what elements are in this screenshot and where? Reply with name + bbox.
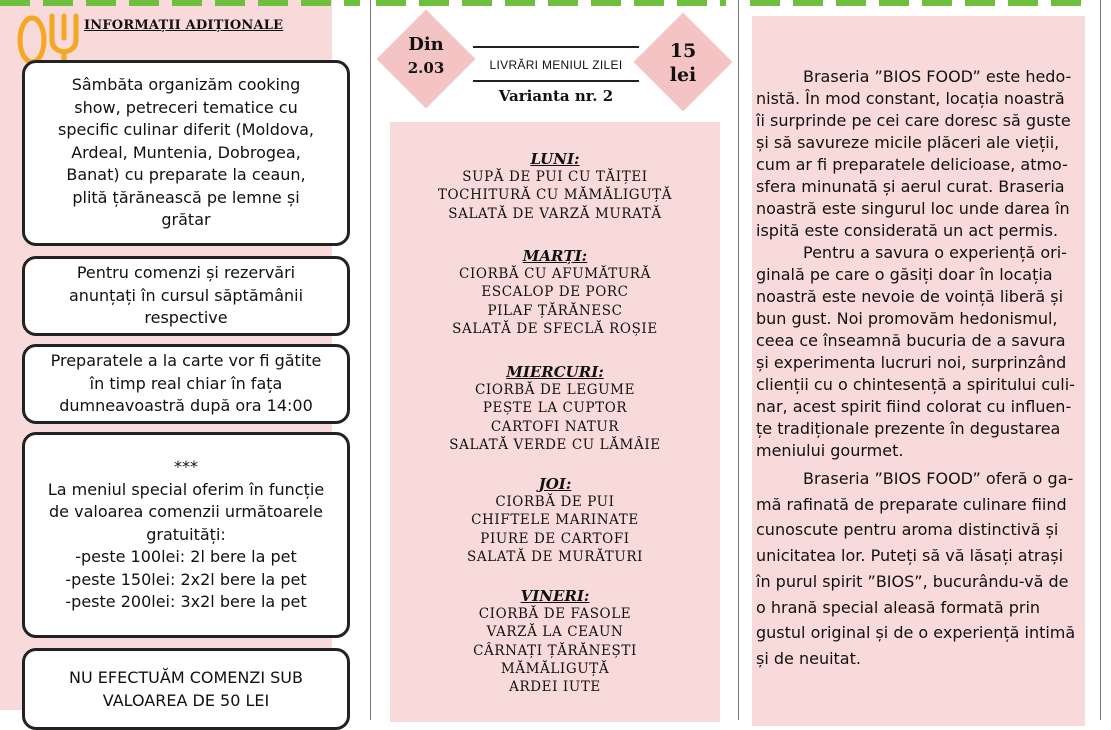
text-line: Braseria ”BIOS FOOD” este hedo- xyxy=(803,67,1072,86)
text-line: în purul spirit ”BIOS”, bucurându-vă de xyxy=(756,571,1069,591)
text-line: clienții cu o chintesență a spiritului culi- xyxy=(756,375,1075,394)
dish: CHIFTELE MARINATE xyxy=(471,512,639,529)
dish: PEȘTE LA CUPTOR xyxy=(482,400,628,417)
text-line: gratuități: xyxy=(146,524,226,544)
price-diamond xyxy=(634,13,733,112)
box-text xyxy=(51,350,322,418)
from-date: 2.03 xyxy=(407,59,445,77)
text-line: cum ar fi preparatele delicioase, atmo- xyxy=(756,155,1068,174)
header-rule-bottom xyxy=(473,80,639,82)
day-name: JOI: xyxy=(538,475,572,493)
text-line: o hrană special aleasă formată prin xyxy=(756,597,1041,617)
text-line: ginală pe care o găsiți doar în locația xyxy=(756,265,1053,284)
text-line: țe tradiționale prezente în degustarea xyxy=(756,419,1061,438)
text-line: cunoscute pentru aroma distinctivă și xyxy=(756,520,1059,540)
menu-day-wednesday xyxy=(390,363,720,454)
text-line: -peste 100lei: 2l bere la pet xyxy=(75,547,297,567)
box-text xyxy=(58,74,314,232)
day-name: LUNI: xyxy=(530,150,580,168)
text-line: de valoarea comenzii următoarele xyxy=(49,502,323,522)
text-line: VALOAREA DE 50 LEI xyxy=(102,690,270,710)
text-line: îi surprinde pe cei care doresc să guste xyxy=(756,111,1071,130)
text-line: noastră este nevoie de voință liberă și xyxy=(756,287,1064,306)
menu-day-thursday xyxy=(390,475,720,566)
dish: CÂRNAȚI ȚĂRĂNEȘTI xyxy=(473,642,637,659)
column-divider xyxy=(370,0,371,720)
text-line: Preparatele a la carte vor fi gătite xyxy=(50,351,322,371)
dish: CIORBĂ DE PUI xyxy=(495,494,615,510)
text-line: Braseria ”BIOS FOOD” oferă o ga- xyxy=(803,469,1074,488)
text-line: Sâmbăta organizăm cooking xyxy=(71,75,301,95)
text-line: respective xyxy=(144,308,228,328)
text-line: show, petreceri tematice cu xyxy=(74,97,298,117)
text-line: nistă. În mod constant, locația noastră xyxy=(756,89,1065,108)
text-line: și experimenta lucruri noi, surprinzând xyxy=(756,353,1067,372)
text-line: dumneavoastră după ora 14:00 xyxy=(59,396,313,416)
from-label: Din xyxy=(408,34,444,55)
header-rule-top xyxy=(473,46,639,48)
text-line: grătar xyxy=(161,210,211,230)
dish: CARTOFI NATUR xyxy=(490,418,620,435)
top-border-right xyxy=(750,0,1090,6)
text-line: specific culinar diferit (Moldova, xyxy=(57,120,315,140)
text-line: în timp real chiar în fața xyxy=(89,373,283,393)
text-line: mă rafinată de preparate culinare fiind xyxy=(756,494,1067,514)
text-line: și să savureze micile plăceri ale vieții, xyxy=(756,133,1060,152)
menu-day-monday xyxy=(390,150,720,223)
dish: SALATĂ DE MURĂTURI xyxy=(466,548,644,565)
about-paragraph-1 xyxy=(756,66,1078,242)
livrari-title: LIVRĂRI MENIUL ZILEI xyxy=(489,58,623,72)
text-line: nar, acest spirit fiind colorat cu influen- xyxy=(756,397,1072,416)
dish: PIURE DE CARTOFI xyxy=(480,530,630,547)
text-line: și de neuitat. xyxy=(756,648,861,668)
text-line: ispită este considerată un act permis. xyxy=(756,221,1059,240)
top-border-left xyxy=(0,0,360,6)
about-paragraph-3 xyxy=(756,466,1078,672)
dish: CIORBĂ DE FASOLE xyxy=(478,606,632,622)
text-line: Ardeal, Muntenia, Dobrogea, xyxy=(71,142,301,162)
text-line: *** xyxy=(174,457,198,477)
dish: SALATĂ VERDE CU LĂMÂIE xyxy=(449,436,661,453)
dish: SALATĂ DE SFECLĂ ROȘIE xyxy=(452,320,658,337)
price-value: 15 xyxy=(669,40,697,62)
info-box-a-la-carte xyxy=(22,344,350,424)
dish: ESCALOP DE PORC xyxy=(481,284,629,301)
day-name: MARȚI: xyxy=(522,247,588,265)
about-paragraph-2 xyxy=(756,242,1078,462)
menu-day-friday xyxy=(390,587,720,696)
dish: SUPĂ DE PUI CU TĂIȚEI xyxy=(462,169,648,185)
text-line: -peste 200lei: 3x2l bere la pet xyxy=(65,592,307,612)
text-line: noastră este singurul loc unde darea în xyxy=(756,199,1070,218)
text-line: ceea ce înseamnă bucuria de a savura xyxy=(756,331,1066,350)
text-line: La meniul special oferim în funcție xyxy=(47,479,325,499)
additional-info-title: INFORMAȚII ADIȚIONALE xyxy=(84,18,284,33)
day-name: MIERCURI: xyxy=(506,363,604,381)
text-line: NU EFECTUĂM COMENZI SUB xyxy=(69,668,303,687)
dish: CIORBĂ DE LEGUME xyxy=(474,382,636,398)
dish: TOCHITURĂ CU MĂMĂLIGUȚĂ xyxy=(437,187,673,204)
dish: SALATĂ DE VARZĂ MURATĂ xyxy=(448,205,662,222)
text-line: meniului gourmet. xyxy=(756,441,904,460)
text-line: sfera minunată și aerul curat. Braseria xyxy=(756,177,1065,196)
column-divider xyxy=(738,0,739,720)
box-text xyxy=(69,667,303,712)
dish: ARDEI IUTE xyxy=(509,679,601,696)
text-line: gustul original și de o experiență intimă xyxy=(756,623,1076,643)
box-text xyxy=(48,456,324,614)
top-border-middle xyxy=(376,0,726,6)
dish: MĂMĂLIGUȚĂ xyxy=(500,660,610,677)
box-text xyxy=(69,262,303,330)
info-box-cooking-show xyxy=(22,60,350,246)
text-line: anunțați în cursul săptămânii xyxy=(68,285,304,305)
dish: VARZĂ LA CEAUN xyxy=(486,624,624,641)
text-line: plită țărănească pe lemne și xyxy=(72,187,300,207)
text-line: Banat) cu preparate la ceaun, xyxy=(66,165,306,185)
column-divider xyxy=(1100,0,1101,720)
price-unit: lei xyxy=(669,64,697,86)
info-box-orders xyxy=(22,256,350,336)
text-line: Pentru comenzi și rezervări xyxy=(76,263,296,283)
menu-day-tuesday xyxy=(390,247,720,338)
day-name: VINERI: xyxy=(520,587,590,605)
text-line: -peste 150lei: 2x2l bere la pet xyxy=(65,569,307,589)
info-box-special-offers xyxy=(22,432,350,638)
text-line: bun gust. Noi promovăm hedonismul, xyxy=(756,309,1058,328)
text-line: unicitatea lor. Puteți să vă lăsați atrași xyxy=(756,546,1064,566)
text-line: Pentru a savura o experiență ori- xyxy=(803,243,1067,262)
dish: PILAF ȚĂRĂNESC xyxy=(487,302,623,319)
dish: CIORBĂ CU AFUMĂTURĂ xyxy=(459,266,651,282)
info-box-minimum-order xyxy=(22,648,350,730)
varianta-label: Varianta nr. 2 xyxy=(498,87,614,105)
